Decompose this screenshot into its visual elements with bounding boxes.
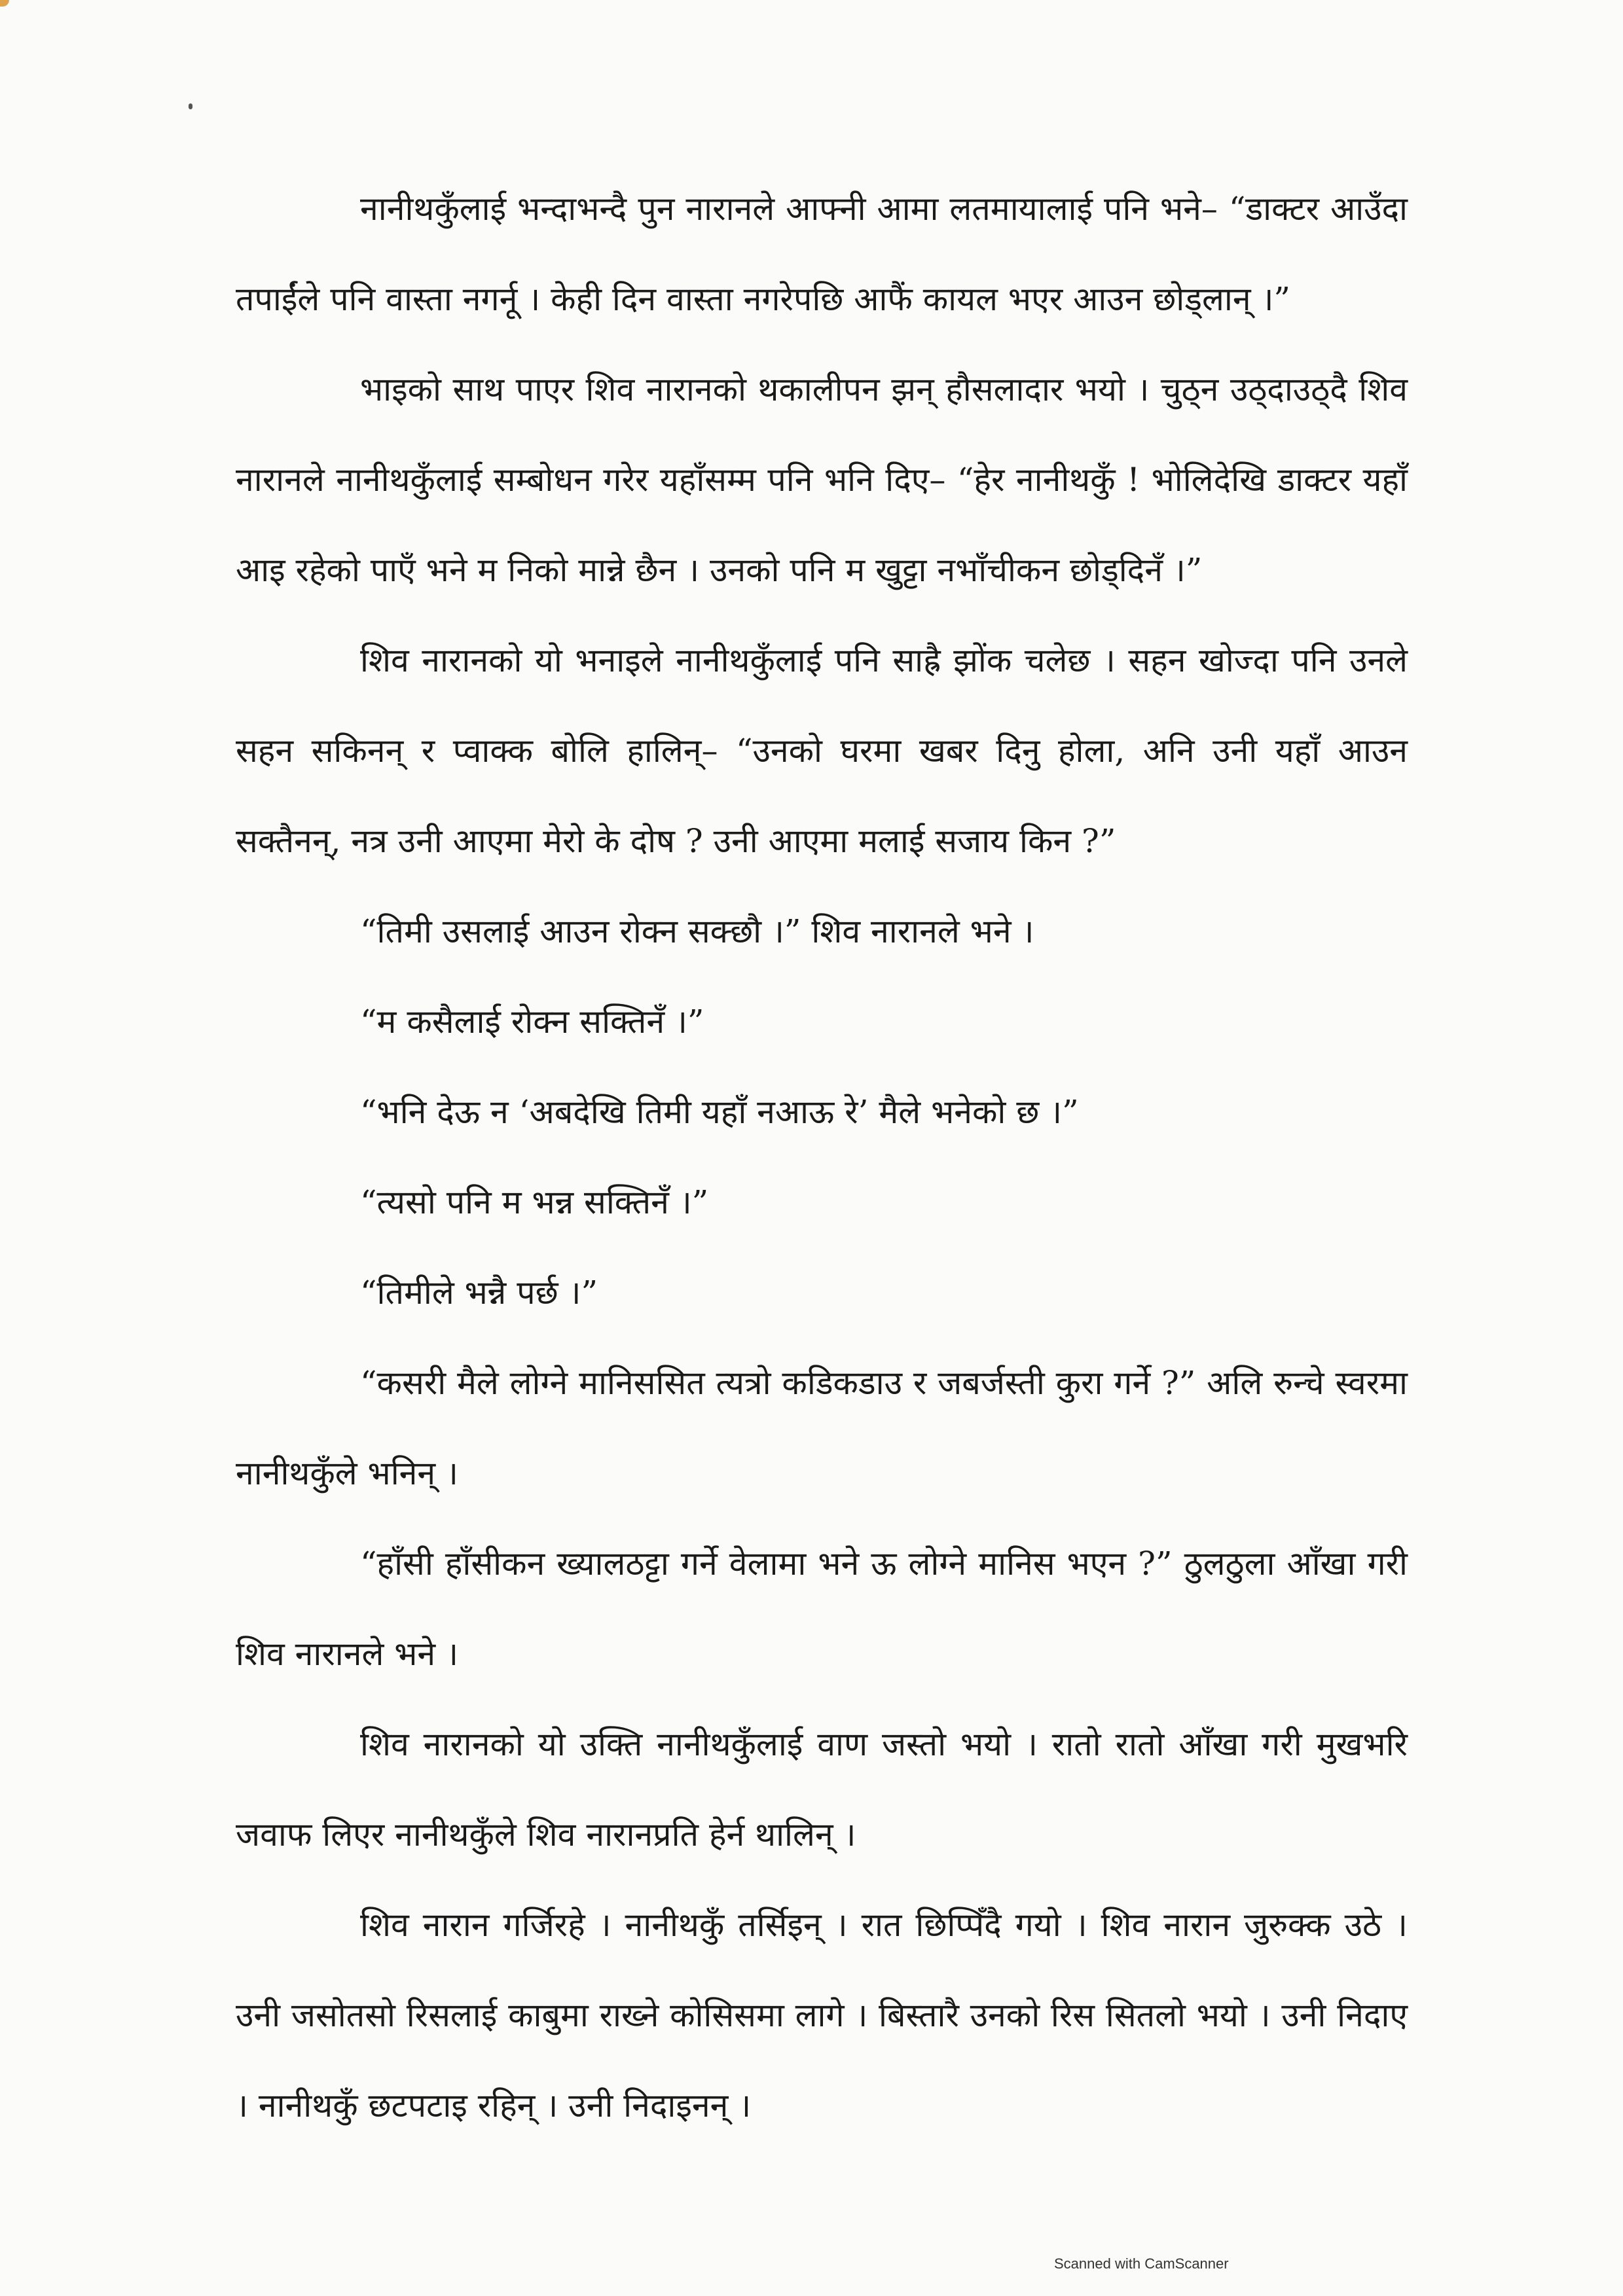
page-speck: [189, 103, 192, 109]
dialogue-line-2: “म कसैलाई रोक्न सक्तिनँ ।”: [360, 1003, 704, 1041]
paragraph-4: शिव नारानको यो उक्ति नानीथकुँलाई वाण जस्तो भयो । रातो रातो आँखा गरी मुखभरि जवाफ लिएर नानीथकुँले शिव नारानप्रति हेर्न थालिन् ।: [236, 1725, 1408, 1854]
dialogue-line-3: “भनि देऊ न ‘अबदेखि तिमी यहाँ नआऊ रे’ मैले भनेको छ ।”: [360, 1093, 1079, 1131]
paragraph-1: नानीथकुँलाई भन्दाभन्दै पुन नारानले आफ्नी आमा लतमायालाई पनि भने– “डाक्टर आउँदा तपाईंले पनि वास्ता नगर्नू । केही दिन वास्ता नगरेपछि आफैं कायल भएर आउन छोड्लान् ।”: [236, 190, 1408, 318]
dialogue-line-4: “त्यसो पनि म भन्न सक्तिनँ ।”: [360, 1183, 709, 1221]
dialogue-line-1: “तिमी उसलाई आउन रोक्न सक्छौ ।” शिव नारानले भने ।: [360, 912, 1034, 950]
scanner-watermark: Scanned with CamScanner: [1054, 2255, 1229, 2272]
dialogue-line-7: “हाँसी हाँसीकन ख्यालठट्टा गर्ने वेलामा भने ऊ लोग्ने मानिस भएन ?” ठुलठुला आँखा गरी शिव नारानले भने ।: [236, 1545, 1408, 1673]
dialogue-line-6: “कसरी मैले लोग्ने मानिससित त्यत्रो कडिकडाउ र जबर्जस्ती कुरा गर्ने ?” अलि रुन्चे स्वरमा नानीथकुँले भनिन् ।: [236, 1364, 1408, 1492]
dialogue-line-5: “तिमीले भन्नै पर्छ ।”: [360, 1274, 598, 1312]
paragraph-3: शिव नारानको यो भनाइले नानीथकुँलाई पनि साह्रै झोंक चलेछ । सहन खोज्दा पनि उनले सहन सकिनन् र प्वाक्क बोलि हालिन्– “उनको घरमा खबर दिनु होला, अनि उनी यहाँ आउन सक्तैनन्, नत्र उनी आएमा मेरो के दोष ? उनी आएमा मलाई सजाय किन ?”: [236, 641, 1408, 860]
paragraph-5: शिव नारान गर्जिरहे । नानीथकुँ तर्सिइन् । रात छिप्पिँदै गयो । शिव नारान जुरुक्क उठे । उनी जसोतसो रिसलाई काबुमा राख्ने कोसिसमा लागे । बिस्तारै उनको रिस सितलो भयो । उनी निदाए । नानीथकुँ छटपटाइ रहिन् । उनी निदाइनन् ।: [236, 1906, 1408, 2125]
paragraph-2: भाइको साथ पाएर शिव नारानको थकालीपन झन् हौसलादार भयो । चुठ्न उठ्दाउठ्दै शिव नारानले नानीथकुँलाई सम्बोधन गरेर यहाँसम्म पनि भनि दिए– “हेर नानीथकुँ ! भोलिदेखि डाक्टर यहाँ आइ रहेको पाएँ भने म निको मान्ने छैन । उनको पनि म खुट्टा नभाँचीकन छोड्दिनँ ।”: [236, 370, 1408, 589]
body-text: [236, 164, 1408, 2151]
corner-stain: [0, 0, 9, 7]
